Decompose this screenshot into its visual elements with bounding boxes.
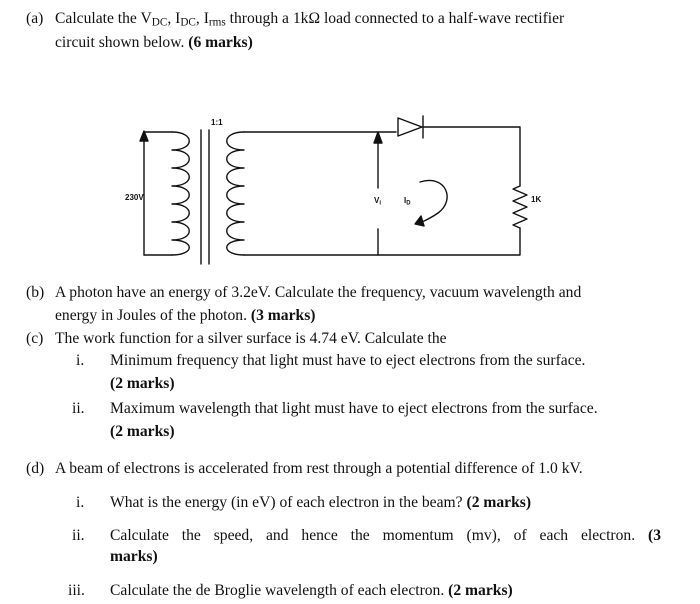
bottom-wire (244, 228, 520, 255)
part-a-text-4: through a 1kΩ load connected to a half-wave rectifier (225, 10, 565, 27)
diode-current-subscript: D (406, 200, 411, 207)
part-d-item-2-text: Calculate the speed, and hence the momentum (mv), of each electron. (110, 527, 636, 544)
part-a-text-2: , I (167, 10, 181, 27)
current-arc (420, 181, 447, 222)
part-c-item-1-text: Minimum frequency that light must have to eject electrons from the surface. (110, 352, 586, 369)
part-d-item-2-marks-close: marks) (110, 548, 158, 565)
part-c-item-2-marks: (2 marks) (110, 423, 175, 440)
part-a-text-1: Calculate the V (55, 10, 152, 27)
part-d-intro: A beam of electrons is accelerated from rest through a potential difference of 1.0 kV. (55, 460, 583, 477)
part-c-item-1-marks: (2 marks) (110, 375, 175, 392)
part-d-item-2-marks-open: (3 (648, 527, 661, 544)
part-c-intro: The work function for a silver surface is 4.74 eV. Calculate the (55, 330, 447, 347)
diode-current-label: $I_D$ (404, 196, 411, 207)
idc-subscript: DC (180, 16, 196, 29)
load-resistor-label: 1K (531, 195, 542, 204)
part-a-label: (a) (26, 10, 44, 27)
diode-triangle (398, 118, 422, 136)
part-a-line2: circuit shown below. (55, 34, 185, 51)
current-arrowhead (415, 216, 424, 226)
irms-subscript: rms (208, 16, 226, 29)
part-b-marks: (3 marks) (250, 307, 316, 324)
load-resistor (513, 186, 527, 228)
part-b-line2: energy in Joules of the photon. (55, 307, 248, 324)
part-b-label: (b) (26, 284, 45, 301)
secondary-winding (227, 132, 244, 255)
part-a-text-3: , I (195, 10, 209, 27)
part-d-item-2-num: ii. (72, 527, 85, 544)
part-d-item-1-num: i. (76, 494, 85, 511)
part-d-item-3-num: iii. (68, 582, 85, 599)
part-c-item-1-num: i. (76, 352, 85, 369)
part-a-marks: (6 marks) (188, 34, 253, 51)
part-b-line1: A photon have an energy of 3.2eV. Calculate the frequency, vacuum wavelength and (55, 284, 582, 301)
source-voltage-label: 230V (125, 193, 144, 202)
top-wire-right (423, 127, 520, 186)
part-d-label: (d) (26, 460, 45, 477)
turns-ratio-label: 1:1 (211, 118, 223, 127)
part-c-item-2-num: ii. (72, 400, 85, 417)
input-voltage-label: $V_i$ (374, 196, 382, 207)
part-c-item-2-text: Maximum wavelength that light must have to eject electrons from the surface. (110, 400, 598, 417)
part-d-item-3-marks: (2 marks) (448, 582, 513, 599)
vi-arrowhead (374, 132, 382, 143)
part-c-label: (c) (26, 330, 44, 347)
input-voltage-subscript: i (379, 200, 382, 207)
vdc-subscript: DC (151, 16, 168, 29)
part-d-item-1-text: What is the energy (in eV) of each electron in the beam? (110, 494, 463, 511)
part-d-item-1-row (110, 493, 531, 513)
part-d-item-1-marks: (2 marks) (466, 494, 532, 511)
part-b-line2-row (55, 306, 315, 326)
part-d-item-3-text: Calculate the de Broglie wavelength of each electron. (110, 582, 445, 599)
part-d-item-2-row (110, 526, 661, 546)
primary-winding (172, 132, 189, 255)
part-d-item-3-row (110, 581, 513, 601)
